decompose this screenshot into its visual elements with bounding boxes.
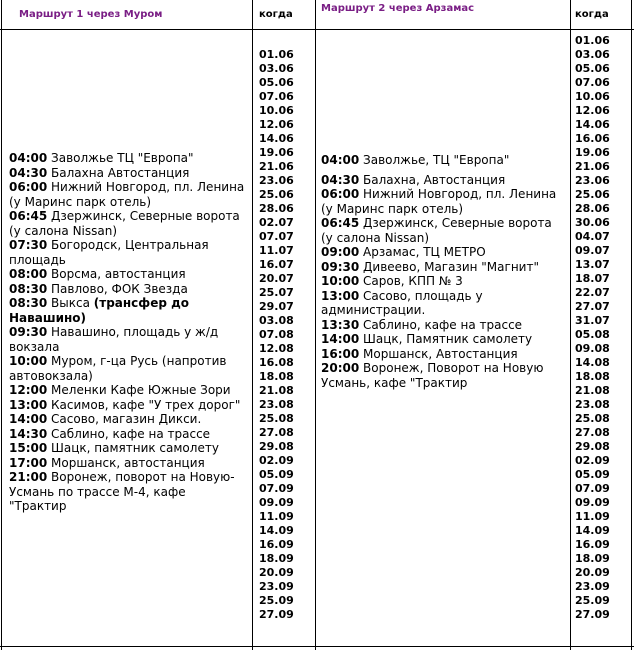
stop-place: Воронеж, поворот на Новую-Усмань по трассе М-4, кафе "Трактир — [9, 470, 235, 513]
stop-item — [9, 296, 245, 325]
stop-item — [321, 173, 565, 188]
stop-time: 08:30 — [9, 296, 48, 310]
stop-time: 17:00 — [9, 455, 48, 470]
stop-time: 13:30 — [321, 317, 360, 332]
stop-item — [321, 318, 565, 333]
stop-note: (трансфер до Навашино) — [9, 296, 190, 325]
date-item: 02.09 — [575, 454, 610, 467]
date-item: 09.09 — [575, 496, 610, 509]
stop-time: 04:30 — [321, 172, 360, 187]
stop-place: Шацк, памятник самолету — [51, 441, 219, 455]
stop-time: 06:45 — [321, 216, 360, 230]
date-item: 23.09 — [259, 580, 294, 593]
date-item: 02.07 — [259, 216, 294, 229]
route1-header: Маршрут 1 через Муром — [19, 9, 163, 20]
date-item: 27.07 — [575, 300, 610, 313]
stop-place: Дзержинск, Северные ворота (у салона Nissan) — [9, 209, 240, 238]
date-item: 29.08 — [575, 440, 610, 453]
stop-place: Арзамас, ТЦ МЕТРО — [363, 245, 486, 259]
date-item: 09.07 — [575, 244, 610, 257]
stop-time: 12:00 — [9, 383, 48, 397]
date-item: 05.09 — [575, 468, 610, 481]
stop-time: 14:00 — [9, 412, 48, 426]
stop-time: 13:00 — [9, 397, 48, 412]
date-item: 07.06 — [575, 76, 610, 89]
date-item: 20.09 — [575, 566, 610, 579]
date-item: 12.06 — [259, 118, 294, 131]
stop-item — [9, 427, 245, 442]
date-item: 11.09 — [575, 510, 610, 523]
date-item: 10.06 — [575, 90, 610, 103]
date-item: 10.06 — [259, 104, 294, 117]
column-divider — [252, 0, 253, 650]
date-item: 19.06 — [259, 146, 294, 159]
route2-dates — [575, 34, 610, 622]
stop-time: 04:30 — [9, 165, 48, 180]
stop-item — [321, 289, 565, 318]
stop-time: 09:30 — [321, 259, 360, 274]
stop-time: 06:45 — [9, 209, 48, 223]
stop-place: Моршанск, автостанция — [51, 455, 205, 470]
stop-place: Дзержинск, Северные ворота (у салона Nissan) — [321, 216, 552, 245]
stop-item — [9, 354, 245, 383]
date-item: 03.08 — [259, 314, 294, 327]
stop-time: 06:00 — [321, 187, 360, 201]
route2-stops — [321, 153, 565, 390]
stop-item — [9, 151, 245, 166]
date-item: 13.07 — [575, 258, 610, 271]
date-item: 02.09 — [259, 454, 294, 467]
date-item: 20.07 — [259, 272, 294, 285]
stop-place: Дивеево, Магазин "Магнит" — [363, 259, 539, 274]
stop-item — [9, 267, 245, 282]
stop-item — [9, 398, 245, 413]
date-item: 12.06 — [575, 104, 610, 117]
date-item: 25.08 — [259, 412, 294, 425]
stop-place: Сасово, площадь у администрации. — [321, 288, 483, 317]
stop-item — [9, 282, 245, 297]
date-item: 23.08 — [259, 398, 294, 411]
date-item: 07.09 — [575, 482, 610, 495]
date-item: 18.08 — [259, 370, 294, 383]
stop-time: 14:30 — [9, 426, 48, 441]
stop-time: 20:00 — [321, 361, 360, 375]
date-item: 01.06 — [259, 48, 294, 61]
date-item: 27.08 — [259, 426, 294, 439]
stop-item — [9, 166, 245, 181]
date-item: 05.09 — [259, 468, 294, 481]
date-item: 16.06 — [575, 132, 610, 145]
date-item: 12.08 — [259, 342, 294, 355]
date-item: 23.06 — [259, 174, 294, 187]
stop-place: Муром, г-ца Русь (напротив автовокзала) — [9, 354, 227, 383]
date-item: 30.06 — [575, 216, 610, 229]
date-item: 05.06 — [259, 76, 294, 89]
stop-place: Касимов, кафе "У трех дорог" — [51, 397, 241, 412]
date-item: 07.06 — [259, 90, 294, 103]
stop-place: Заволжье ТЦ "Европа" — [51, 151, 194, 165]
stop-time: 09:00 — [321, 245, 360, 259]
date-item: 20.09 — [259, 566, 294, 579]
stop-place: Шацк, Памятник самолету — [363, 332, 533, 346]
date-item: 14.09 — [575, 524, 610, 537]
stop-place: Сасово, магазин Дикси. — [51, 412, 202, 426]
date-item: 28.06 — [259, 202, 294, 215]
date-item: 22.07 — [575, 286, 610, 299]
stop-time: 21:00 — [9, 470, 48, 484]
date-item: 21.08 — [575, 384, 610, 397]
date-item: 25.07 — [259, 286, 294, 299]
row-divider — [0, 646, 634, 647]
stop-time: 10:00 — [9, 354, 48, 368]
date-item: 21.06 — [259, 160, 294, 173]
stop-place: Нижний Новгород, пл. Ленина (у Маринс парк отель) — [321, 187, 557, 216]
date-item: 09.09 — [259, 496, 294, 509]
date-item: 07.09 — [259, 482, 294, 495]
route2-header: Маршрут 2 через Арзамас — [321, 3, 475, 14]
stop-place: Нижний Новгород, пл. Ленина (у Маринс парк отель) — [9, 180, 245, 209]
stop-place: Балахна, Автостанция — [363, 172, 506, 187]
date-item: 25.08 — [575, 412, 610, 425]
date-item: 14.06 — [259, 132, 294, 145]
column-divider — [570, 0, 571, 650]
date-item: 19.06 — [575, 146, 610, 159]
date-item: 14.06 — [575, 118, 610, 131]
stop-place: Выкса — [51, 296, 94, 310]
stop-place: Воронеж, Поворот на Новую Усмань, кафе "Трактир — [321, 361, 544, 390]
date-item: 01.06 — [575, 34, 610, 47]
stop-place: Богородск, Центральная площадь — [9, 238, 209, 267]
stop-item — [321, 187, 565, 216]
stop-time: 06:00 — [9, 180, 48, 194]
stop-place: Саблино, кафе на трассе — [363, 317, 523, 332]
stop-time: 08:30 — [9, 281, 48, 296]
stop-place: Моршанск, Автостанция — [363, 346, 518, 361]
stop-item — [321, 361, 565, 390]
stop-item — [9, 456, 245, 471]
date-item: 29.07 — [259, 300, 294, 313]
stop-time: 15:00 — [9, 441, 48, 455]
stop-time: 09:30 — [9, 325, 48, 339]
column-divider — [315, 0, 316, 650]
date-item: 28.06 — [575, 202, 610, 215]
stop-item — [321, 347, 565, 362]
date-item: 23.08 — [575, 398, 610, 411]
stop-time: 16:00 — [321, 346, 360, 361]
stop-item — [9, 412, 245, 427]
stop-item — [9, 325, 245, 354]
stop-item — [9, 209, 245, 238]
date-item: 18.07 — [575, 272, 610, 285]
stop-time: 14:00 — [321, 332, 360, 346]
date-item: 27.09 — [259, 608, 294, 621]
stop-time: 13:00 — [321, 288, 360, 303]
date-item: 25.06 — [575, 188, 610, 201]
table-border-right — [631, 0, 632, 650]
stop-item — [9, 470, 245, 514]
date-item: 07.08 — [259, 328, 294, 341]
stop-item — [321, 332, 565, 347]
date-item: 07.07 — [259, 230, 294, 243]
stop-time: 04:00 — [321, 153, 360, 167]
route1-when-header: когда — [259, 9, 293, 20]
date-item: 03.06 — [259, 62, 294, 75]
date-item: 16.07 — [259, 258, 294, 271]
date-item: 25.06 — [259, 188, 294, 201]
table-border-left — [1, 0, 2, 650]
date-item: 31.07 — [575, 314, 610, 327]
stop-time: 08:00 — [9, 267, 48, 281]
date-item: 18.08 — [575, 370, 610, 383]
date-item: 11.07 — [259, 244, 294, 257]
date-item: 29.08 — [259, 440, 294, 453]
date-item: 27.09 — [575, 608, 610, 621]
stop-place: Павлово, ФОК Звезда — [51, 281, 188, 296]
date-item: 11.09 — [259, 510, 294, 523]
date-item: 16.09 — [259, 538, 294, 551]
date-item: 23.09 — [575, 580, 610, 593]
date-item: 05.06 — [575, 62, 610, 75]
stop-item — [9, 383, 245, 398]
date-item: 03.06 — [575, 48, 610, 61]
route2-when-header: когда — [575, 9, 609, 20]
date-item: 23.06 — [575, 174, 610, 187]
stop-place: Саров, КПП № 3 — [363, 274, 463, 288]
stop-item — [9, 441, 245, 456]
stop-item — [321, 245, 565, 260]
date-item: 21.06 — [575, 160, 610, 173]
stop-item — [321, 216, 565, 245]
stop-time: 04:00 — [9, 151, 48, 165]
stop-item — [9, 238, 245, 267]
date-item: 14.09 — [259, 524, 294, 537]
date-item: 18.09 — [259, 552, 294, 565]
header-divider — [0, 29, 634, 30]
stop-place: Меленки Кафе Южные Зори — [51, 383, 231, 397]
stop-item — [321, 274, 565, 289]
date-item: 16.08 — [259, 356, 294, 369]
stop-time: 10:00 — [321, 274, 360, 288]
date-item: 04.07 — [575, 230, 610, 243]
route1-stops — [9, 151, 245, 514]
stop-time: 07:30 — [9, 238, 48, 252]
stop-item — [321, 153, 565, 168]
date-item: 21.08 — [259, 384, 294, 397]
date-item: 09.08 — [575, 342, 610, 355]
stop-place: Балахна Автостанция — [51, 165, 190, 180]
stop-place: Ворсма, автостанция — [51, 267, 186, 281]
date-item: 25.09 — [259, 594, 294, 607]
date-item: 14.08 — [575, 356, 610, 369]
stop-item — [321, 260, 565, 275]
date-item: 16.09 — [575, 538, 610, 551]
stop-place: Заволжье, ТЦ "Европа" — [363, 153, 510, 167]
date-item: 05.08 — [575, 328, 610, 341]
stop-item — [9, 180, 245, 209]
date-item: 27.08 — [575, 426, 610, 439]
date-item: 18.09 — [575, 552, 610, 565]
stop-place: Навашино, площадь у ж/д вокзала — [9, 325, 219, 354]
stop-place: Саблино, кафе на трассе — [51, 426, 211, 441]
date-item: 25.09 — [575, 594, 610, 607]
route1-dates — [259, 48, 294, 622]
